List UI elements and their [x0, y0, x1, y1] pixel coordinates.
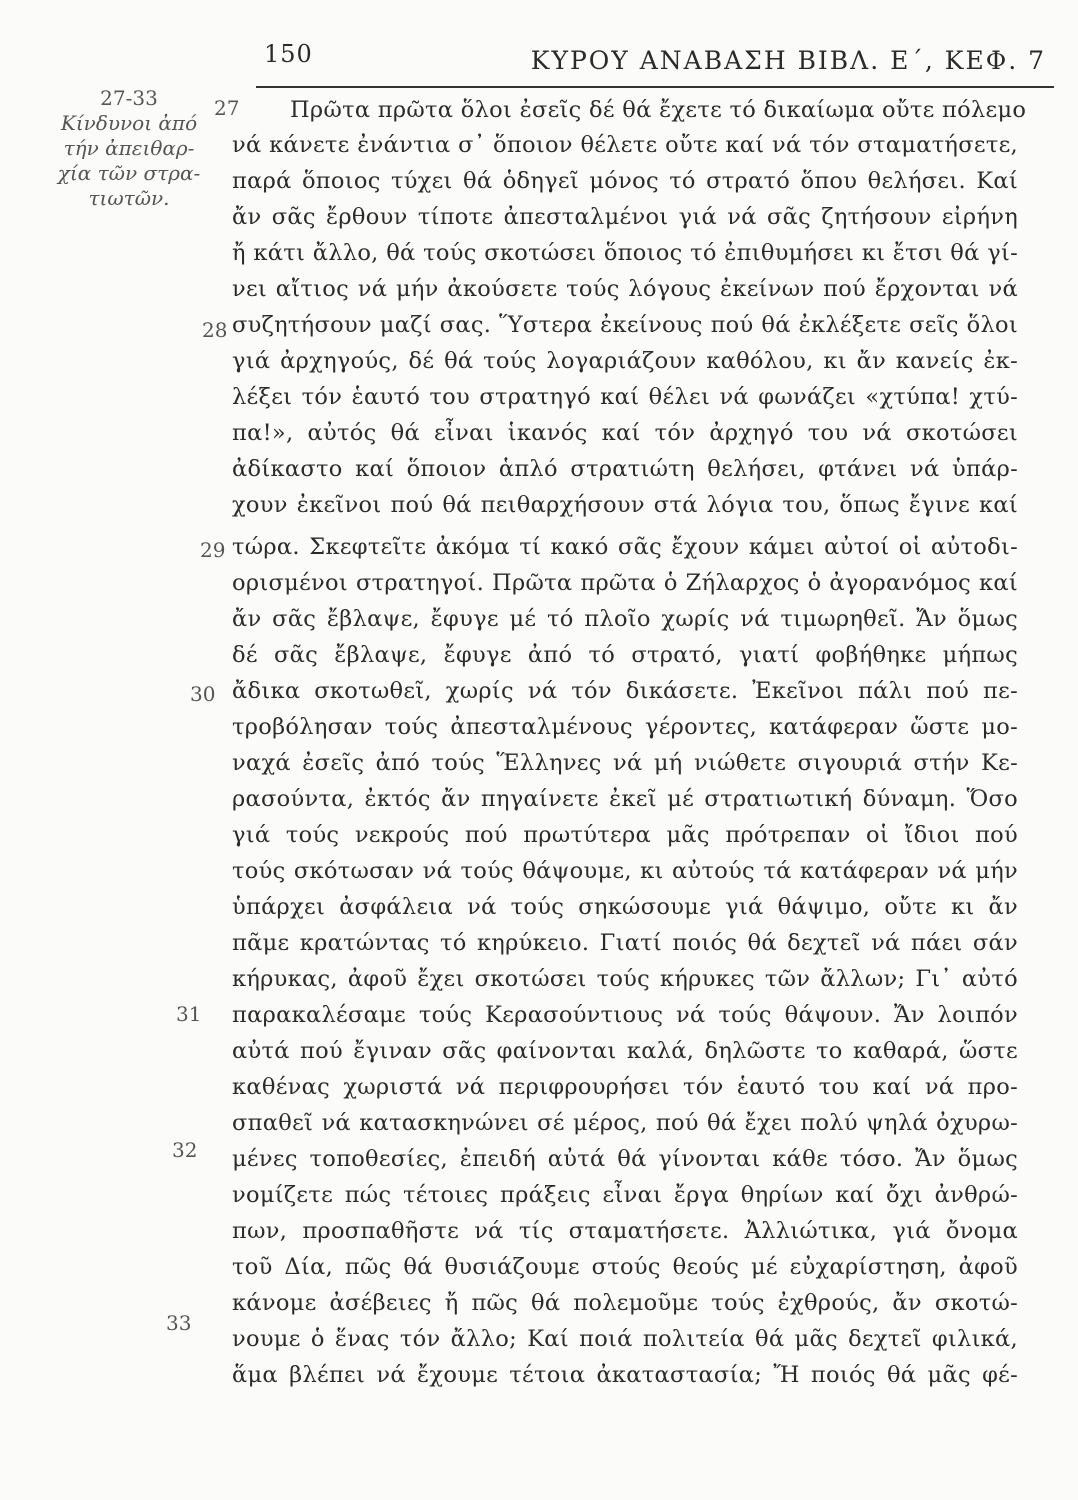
section-number: 27 [214, 96, 240, 120]
text-line: ἤ κάτι ἄλλο, θά τούς σκοτώσει ὅποιος τό ἐπιθυμήσει κι ἔτσι θά γί- [232, 240, 1018, 266]
section-number: 28 [202, 318, 228, 342]
text-line: τοῦ Δία, πῶς θά θυσιάζουμε στούς θεούς μέ εὐχαρίστηση, ἀφοῦ [232, 1254, 1018, 1280]
page-number: 150 [264, 40, 313, 68]
text-line: γιά τούς νεκρούς πού πρωτύτερα μᾶς πρότρεπαν οἱ ἴδιοι πού [232, 822, 1018, 848]
text-line: ἄν σᾶς ἔβλαψε, ἔφυγε μέ τό πλοῖο χωρίς νά τιμωρηθεῖ. Ἄν ὅμως [232, 606, 1018, 632]
section-number: 30 [190, 682, 216, 706]
text-line: ἄδικα σκοτωθεῖ, χωρίς νά τόν δικάσετε. Ἐκεῖνοι πάλι πού πε- [232, 678, 1018, 704]
text-line: σπαθεῖ νά κατασκηνώνει σέ μέρος, πού θά ἔχει πολύ ψηλά ὀχυρω- [232, 1110, 1018, 1136]
text-line: κήρυκας, ἀφοῦ ἔχει σκοτώσει τούς κήρυκες τῶν ἄλλων; Γι᾽ αὐτό [232, 966, 1018, 992]
text-line: πων, προσπαθῆστε νά τίς σταματήσετε. Ἀλλιώτικα, γιά ὄνομα [232, 1218, 1018, 1244]
margin-note-line: τιωτῶν. [88, 186, 170, 210]
margin-note [40, 86, 218, 211]
margin-note-line: χία τῶν στρα- [57, 161, 201, 185]
text-line: ναχά ἐσεῖς ἀπό τούς Ἕλληνες νά μή νιώθετε σιγουριά στήν Κε- [232, 750, 1018, 776]
text-line: τώρα. Σκεφτεῖτε ἀκόμα τί κακό σᾶς ἔχουν κάμει αὐτοί οἱ αὐτοδι- [232, 534, 1018, 560]
text-line: πᾶμε κρατώντας τό κηρύκειο. Γιατί ποιός θά δεχτεῖ νά πάει σάν [232, 930, 1018, 956]
text-line: Πρῶτα πρῶτα ὅλοι ἐσεῖς δέ θά ἔχετε τό δικαίωμα οὔτε πόλεμο [290, 97, 1027, 123]
section-number: 29 [200, 538, 226, 562]
text-line: καθένας χωριστά νά περιφρουρήσει τόν ἑαυτό του καί νά προ- [232, 1074, 1018, 1100]
section-number: 31 [176, 1002, 202, 1026]
text-line: γιά ἀρχηγούς, δέ θά τούς λογαριάζουν καθόλου, κι ἄν κανείς ἐκ- [232, 348, 1018, 374]
text-line: νει αἴτιος νά μήν ἀκούσετε τούς λόγους ἐκείνων πού ἔρχονται νά [232, 276, 1018, 302]
text-line: ἀδίκαστο καί ὅποιον ἁπλό στρατιώτη θελήσει, φτάνει νά ὑπάρ- [232, 456, 1018, 482]
text-line: λέξει τόν ἑαυτό του στρατηγό καί θέλει νά φωνάζει «χτύπα! χτύ- [232, 384, 1018, 410]
section-number: 32 [172, 1138, 198, 1162]
text-line: νουμε ὁ ἕνας τόν ἄλλο; Καί ποιά πολιτεία θά μᾶς δεχτεῖ φιλικά, [232, 1326, 1018, 1352]
text-line: δέ σᾶς ἔβλαψε, ἔφυγε ἀπό τό στρατό, γιατί φοβήθηκε μήπως [232, 642, 1018, 668]
text-line: συζητήσουν μαζί σας. Ὕστερα ἐκείνους πού θά ἐκλέξετε σεῖς ὅλοι [232, 312, 1018, 338]
text-line: κάνομε ἀσέβειες ἤ πῶς θά πολεμοῦμε τούς ἐχθρούς, ἄν σκοτώ- [232, 1290, 1018, 1316]
text-line: τούς σκότωσαν νά τούς θάψουμε, κι αὐτούς τά κατάφεραν νά μήν [232, 858, 1018, 884]
text-line: τροβόλησαν τούς ἀπεσταλμένους γέροντες, κατάφεραν ὥστε μο- [232, 714, 1018, 740]
text-line: ἄν σᾶς ἔρθουν τίποτε ἀπεσταλμένοι γιά νά σᾶς ζητήσουν εἰρήνη [232, 204, 1018, 230]
text-line: πα!», αὐτός θά εἶναι ἱκανός καί τόν ἀρχηγό του νά σκοτώσει [232, 420, 1018, 446]
text-line: ρασούντα, ἐκτός ἄν πηγαίνετε ἐκεῖ μέ στρατιωτική δύναμη. Ὅσο [232, 786, 1018, 812]
text-line: μένες τοποθεσίες, ἐπειδή αὐτά θά γίνονται κάθε τόσο. Ἄν ὅμως [232, 1146, 1018, 1172]
text-line: ὑπάρχει ἀσφάλεια νά τούς σηκώσουμε γιά θάψιμο, οὔτε κι ἄν [232, 894, 1018, 920]
page-header [256, 38, 1056, 90]
text-line: ἅμα βλέπει νά ἔχουμε τέτοια ἀκαταστασία; Ἤ ποιός θά μᾶς φέ- [232, 1362, 1018, 1388]
text-line: νομίζετε πώς τέτοιες πράξεις εἶναι ἔργα θηρίων καί ὄχι ἀνθρώ- [232, 1182, 1018, 1208]
running-head: ΚΥΡΟΥ ΑΝΑΒΑΣΗ ΒΙΒΛ. Ε΄, ΚΕΦ. 7 [530, 46, 1046, 75]
margin-note-ref: 27-33 [100, 86, 158, 110]
header-rule [256, 86, 1054, 88]
text-line: παρακαλέσαμε τούς Κερασούντιους νά τούς θάψουν. Ἄν λοιπόν [232, 1002, 1018, 1028]
text-line: ορισμένοι στρατηγοί. Πρῶτα πρῶτα ὁ Ζήλαρχος ὁ ἀγορανόμος καί [232, 570, 1018, 596]
margin-note-line: Κίνδυνοι ἀπό [60, 111, 198, 135]
text-line: αὐτά πού ἔγιναν σᾶς φαίνονται καλά, δηλῶστε το καθαρά, ὥστε [232, 1038, 1018, 1064]
text-line: χουν ἐκεῖνοι πού θά πειθαρχήσουν στά λόγια του, ὅπως ἔγινε καί [232, 492, 1018, 518]
margin-note-line: τήν ἀπειθαρ- [63, 136, 195, 160]
section-number: 33 [166, 1311, 192, 1335]
text-line: νά κάνετε ἐνάντια σ᾽ ὅποιον θέλετε οὔτε καί νά τόν σταματήσετε, [232, 132, 1018, 158]
text-line: παρά ὅποιος τύχει θά ὁδηγεῖ μόνος τό στρατό ὅπου θελήσει. Καί [232, 168, 1018, 194]
